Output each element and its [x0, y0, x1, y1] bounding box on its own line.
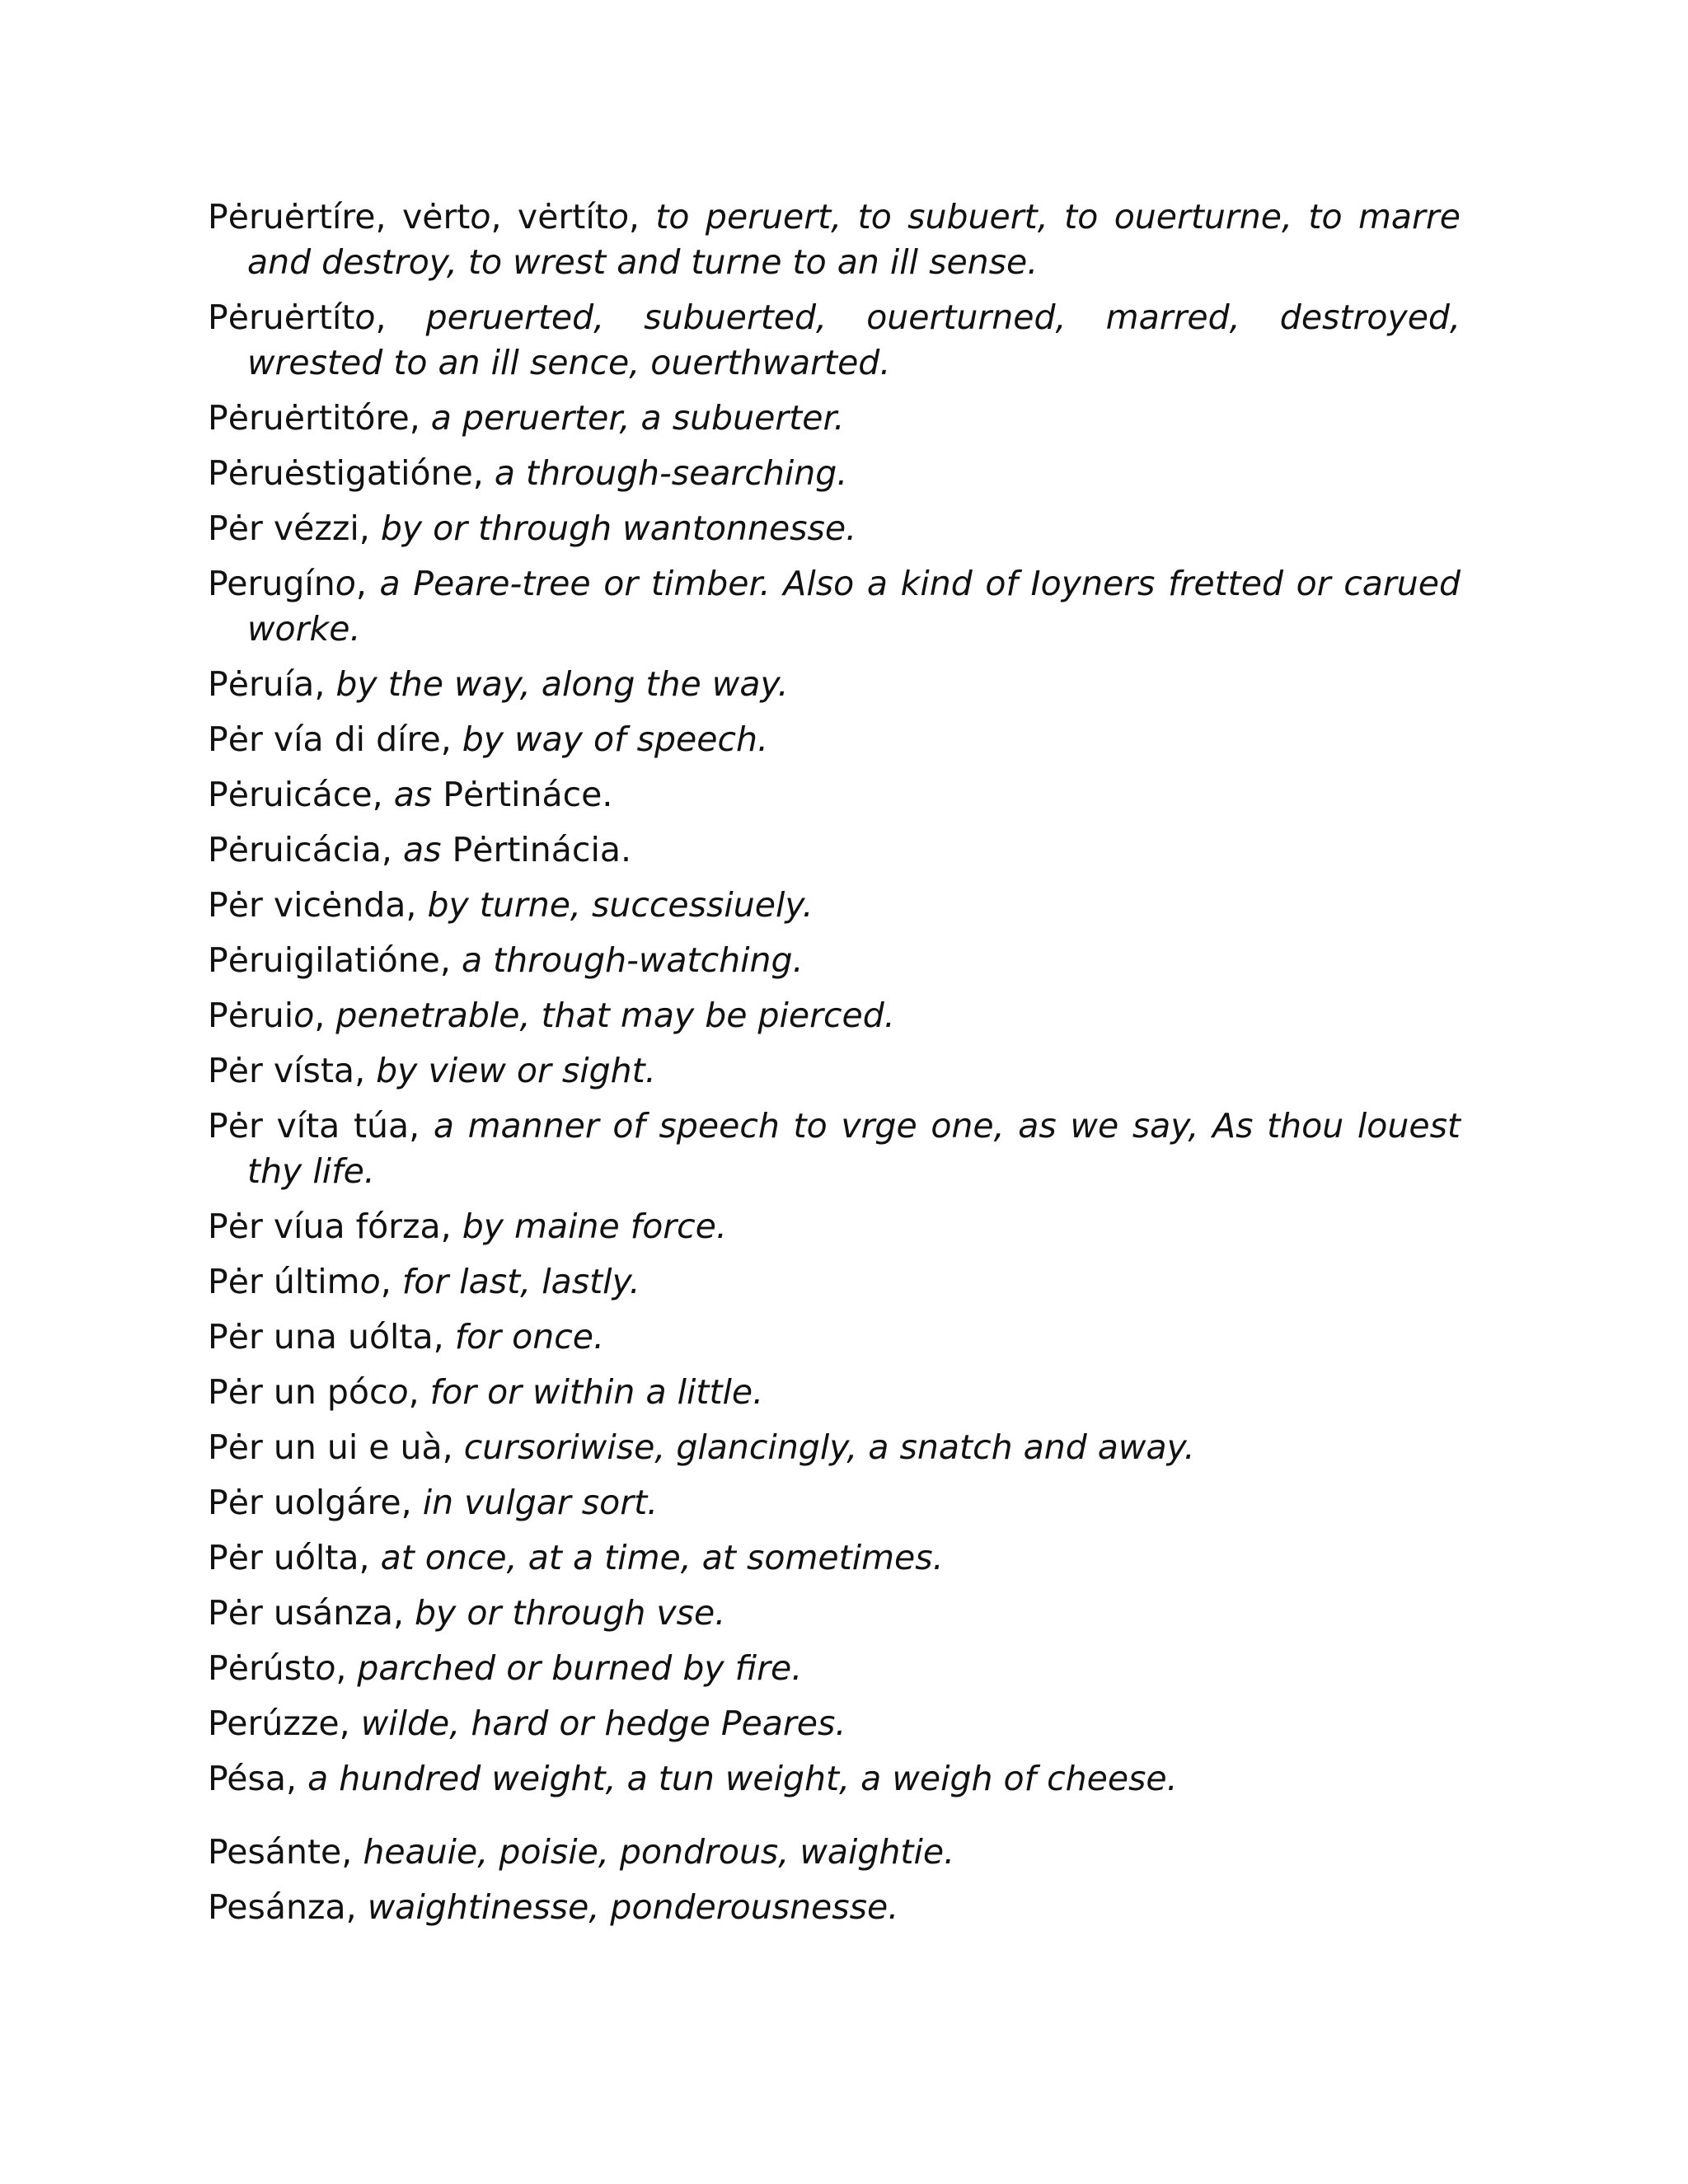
- entry-definition: by or through wantonnesse.: [380, 509, 857, 548]
- entry-definition: by view or sight.: [376, 1051, 656, 1090]
- entry-separator: ,: [408, 1372, 430, 1412]
- entry-headword-italic: o: [335, 564, 356, 603]
- entry-separator: ,: [440, 719, 462, 759]
- dictionary-entry: [208, 1259, 1461, 1305]
- entry-definition: parched or burned by fire.: [357, 1648, 803, 1688]
- entry-headword: Pėruėrtít: [208, 298, 355, 337]
- dictionary-page: [208, 194, 1461, 1940]
- entry-definition: by maine force.: [462, 1207, 727, 1246]
- entry-separator: ,: [359, 1538, 381, 1577]
- entry-headword-italic: o: [293, 996, 315, 1035]
- entry-headword: Pėruėstigatióne: [208, 453, 473, 493]
- entry-headword: Pėr vicėnda: [208, 885, 406, 925]
- dictionary-entry: [208, 506, 1461, 551]
- dictionary-entry: [208, 1048, 1461, 1094]
- entry-headword: Pesánza: [208, 1887, 346, 1927]
- entry-headword: Pésa: [208, 1759, 286, 1798]
- entry-definition: penetrable, that may be pierced.: [335, 996, 895, 1035]
- entry-separator: ,: [339, 1704, 361, 1743]
- entry-separator: ,: [433, 1317, 455, 1357]
- entry-separator: ,: [380, 1262, 402, 1301]
- entry-separator: ,: [409, 398, 431, 438]
- entry-definition: a manner of speech to vrge one, as we say, As thou louest thy life.: [247, 1106, 1461, 1191]
- entry-headword: , vėrtít: [490, 197, 608, 237]
- entry-definition: in vulgar sort.: [422, 1483, 659, 1522]
- entry-headword: Pėr un póc: [208, 1372, 388, 1412]
- entry-headword: Pėruicáce: [208, 775, 373, 814]
- dictionary-entry: [208, 772, 1461, 818]
- entry-separator: ,: [409, 1106, 434, 1146]
- entry-headword: Pesánte: [208, 1832, 342, 1872]
- entry-separator: ,: [628, 197, 656, 237]
- entry-definition: cursoriwise, glancingly, a snatch and away.: [463, 1427, 1195, 1467]
- entry-headword: Pėruía: [208, 664, 315, 704]
- entry-headword: Pėr vía di díre: [208, 719, 441, 759]
- entry-definition: wilde, hard or hedge Peares.: [360, 1704, 846, 1743]
- dictionary-entry: [208, 662, 1461, 707]
- entry-separator: ,: [472, 453, 495, 493]
- entry-definition: a through-searching.: [494, 453, 848, 493]
- entry-headword: Pėr un ui e uà: [208, 1427, 443, 1467]
- entry-separator: ,: [440, 1207, 462, 1246]
- dictionary-entry: [208, 1370, 1461, 1415]
- dictionary-entry: [208, 1480, 1461, 1526]
- dictionary-entry: [208, 1756, 1461, 1802]
- entry-headword: Pėr uólta: [208, 1538, 359, 1577]
- dictionary-entry: [208, 717, 1461, 762]
- entry-headword-italic: o: [470, 197, 491, 237]
- entry-separator: ,: [335, 1648, 358, 1688]
- entry-separator: ,: [375, 298, 426, 337]
- dictionary-entry: [208, 194, 1461, 285]
- entry-separator: ,: [285, 1759, 308, 1798]
- entry-separator: ,: [354, 1051, 377, 1090]
- entry-definition: for last, lastly.: [401, 1262, 640, 1301]
- dictionary-entry: [208, 1104, 1461, 1194]
- entry-separator: ,: [406, 885, 428, 925]
- entry-separator: ,: [442, 1427, 464, 1467]
- entry-definition: a peruerter, a subuerter.: [430, 398, 845, 438]
- entry-headword-italic: o: [315, 1648, 336, 1688]
- entry-headword: Pėr una uólta: [208, 1317, 434, 1357]
- entry-separator: ,: [401, 1483, 423, 1522]
- dictionary-entry: [208, 295, 1461, 386]
- entry-definition: as: [402, 830, 442, 869]
- dictionary-entry: [208, 1591, 1461, 1636]
- entry-definition: as: [393, 775, 433, 814]
- dictionary-entry: [208, 1830, 1461, 1875]
- entry-headword: Pėruėrtitóre: [208, 398, 410, 438]
- entry-cross-reference: Pėrtináce.: [432, 775, 613, 814]
- dictionary-entry: [208, 938, 1461, 983]
- dictionary-entry: [208, 561, 1461, 652]
- dictionary-entry: [208, 1535, 1461, 1581]
- entry-definition: a hundred weight, a tun weight, a weigh of cheese.: [307, 1759, 1178, 1798]
- entry-definition: at once, at a time, at sometimes.: [380, 1538, 944, 1577]
- dictionary-entry: [208, 1315, 1461, 1360]
- entry-definition: a Peare-tree or timber. Also a kind of Ioyners fretted or carued worke.: [247, 564, 1461, 649]
- entry-headword: Perúzze: [208, 1704, 340, 1743]
- entry-definition: by or through vse.: [415, 1593, 726, 1633]
- dictionary-entry: [208, 1425, 1461, 1470]
- dictionary-entry: [208, 1885, 1461, 1930]
- dictionary-entry: [208, 883, 1461, 928]
- entry-separator: ,: [355, 564, 380, 603]
- entry-headword-italic: o: [607, 197, 629, 237]
- dictionary-entry: [208, 1701, 1461, 1746]
- entry-separator: ,: [359, 509, 381, 548]
- dictionary-entry: [208, 1646, 1461, 1691]
- entry-separator: ,: [439, 940, 462, 980]
- entry-headword: Pėr víta túa: [208, 1106, 410, 1146]
- entry-separator: ,: [392, 1593, 415, 1633]
- entry-definition: heauie, poisie, pondrous, waightie.: [363, 1832, 955, 1872]
- entry-headword: Pėr vézzi: [208, 509, 359, 548]
- dictionary-entry: [208, 827, 1461, 873]
- entry-definition: for or within a little.: [429, 1372, 764, 1412]
- entry-separator: ,: [341, 1832, 363, 1872]
- entry-separator: ,: [314, 664, 336, 704]
- entry-definition: to peruert, to subuert, to ouerturne, to marre and destroy, to wrest and turne to an ill sense.: [247, 197, 1461, 282]
- entry-headword: Pėruigilatióne: [208, 940, 440, 980]
- entry-definition: by the way, along the way.: [335, 664, 789, 704]
- entry-headword-italic: o: [359, 1262, 381, 1301]
- entry-headword: Pėrúst: [208, 1648, 316, 1688]
- entry-headword: Pėruicácia: [208, 830, 382, 869]
- entry-cross-reference: Pėrtinácia.: [441, 830, 631, 869]
- entry-headword: Pėrui: [208, 996, 294, 1035]
- entry-definition: a through-watching.: [461, 940, 804, 980]
- entry-headword-italic: o: [354, 298, 376, 337]
- entry-headword: Pėruėrtíre, vėrt: [208, 197, 471, 237]
- entry-separator: ,: [345, 1887, 368, 1927]
- entry-headword-italic: o: [387, 1372, 409, 1412]
- entry-separator: ,: [372, 775, 394, 814]
- entry-headword: Perugín: [208, 564, 335, 603]
- dictionary-entry: [208, 993, 1461, 1038]
- entry-definition: waightinesse, ponderousnesse.: [367, 1887, 899, 1927]
- entry-definition: peruerted, subuerted, ouerturned, marred, destroyed, wrested to an ill sence, ouerthwarted.: [247, 298, 1461, 382]
- entry-headword: Pėr usánza: [208, 1593, 393, 1633]
- entry-headword: Pėr uolgáre: [208, 1483, 401, 1522]
- entry-definition: by way of speech.: [462, 719, 769, 759]
- entry-headword: Pėr últim: [208, 1262, 360, 1301]
- entry-headword: Pėr vísta: [208, 1051, 355, 1090]
- dictionary-entry: [208, 1204, 1461, 1249]
- entry-headword: Pėr víua fórza: [208, 1207, 441, 1246]
- entry-separator: ,: [314, 996, 336, 1035]
- dictionary-entry: [208, 451, 1461, 496]
- dictionary-entry: [208, 396, 1461, 441]
- entry-definition: by turne, successiuely.: [427, 885, 814, 925]
- entry-definition: for once.: [454, 1317, 604, 1357]
- entry-separator: ,: [381, 830, 403, 869]
